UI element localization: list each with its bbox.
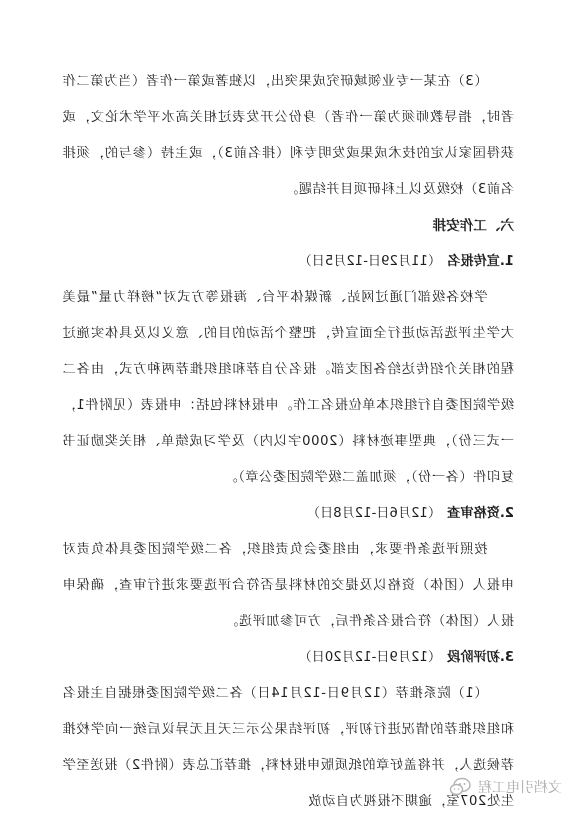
subsection-publicity-heading — [62, 244, 514, 280]
wechat-bubble-icon — [448, 775, 472, 799]
subsection-preliminary-body: （1）院系推荐（12月9日-12月14日）各二级学院团委根据自主报名和组织推荐的情况进行初评，初评结果公示三天且无异议后统一向学校推荐候选人，并将盖好章的纸质版申报材料，推荐汇总表（附件2）报送至学生处207室，逾期不报视为自动放 — [62, 686, 514, 809]
subsection-preliminary-title: 3.初评阶段 — [447, 650, 514, 665]
criteria-paragraph-3: （3）在某一专业领域研究成果突出，以独著或第一作者（当为第二作者时，指导教师须为第一作者）身份公开发表过相关高水平学术论文，或获得国家认定的技术成果或发明专利（排名前3），或主持（参与的，须排名前3）校级及以上科研项目并结题。 — [62, 74, 514, 197]
subsection-review-heading — [62, 496, 514, 532]
subsection-publicity-body: 学校各级部门通过网站、新媒体平台、海报等方式对“榜样力量”最美大学生评选活动进行全面宣传，把整个活动的目的、意义以及具体实施过程的相关介绍传达给各团支部。报名分自荐和组织推荐两种方式，由各二级学院团委自行组织本单位报名工作。申报材料包括：申报表（见附件1，一式三份），典型事迹材料（2000字以内）及学习成绩单、相关奖励证书复印件（各一份），须加盖二级学院团委公章）。 — [62, 290, 514, 485]
subsection-preliminary-heading — [62, 640, 514, 676]
subsection-review-title: 2.资格审查 — [447, 506, 514, 521]
subsection-preliminary-date: （12月9日-12月20日） — [298, 650, 442, 665]
subsection-review-body: 按照评选条件要求，由组委会负责组织，各二级学院团委具体负责对申报人（团体）资格以及提交的材料是否符合评选要求进行审查，确保申报人（团体）符合报名条件后，方可参加评选。 — [62, 542, 514, 629]
section-heading-work-arrangement: 六、工作安排 — [432, 218, 514, 234]
watermark — [448, 775, 562, 799]
subsection-publicity-date: （11月29日-12月5日） — [298, 254, 442, 269]
watermark-text: 文档引电工程 — [478, 780, 562, 796]
document-content — [62, 64, 514, 820]
subsection-publicity-title: 1.宣传报名 — [447, 254, 514, 269]
subsection-review-date: （12月6日-12月8日） — [306, 506, 442, 521]
